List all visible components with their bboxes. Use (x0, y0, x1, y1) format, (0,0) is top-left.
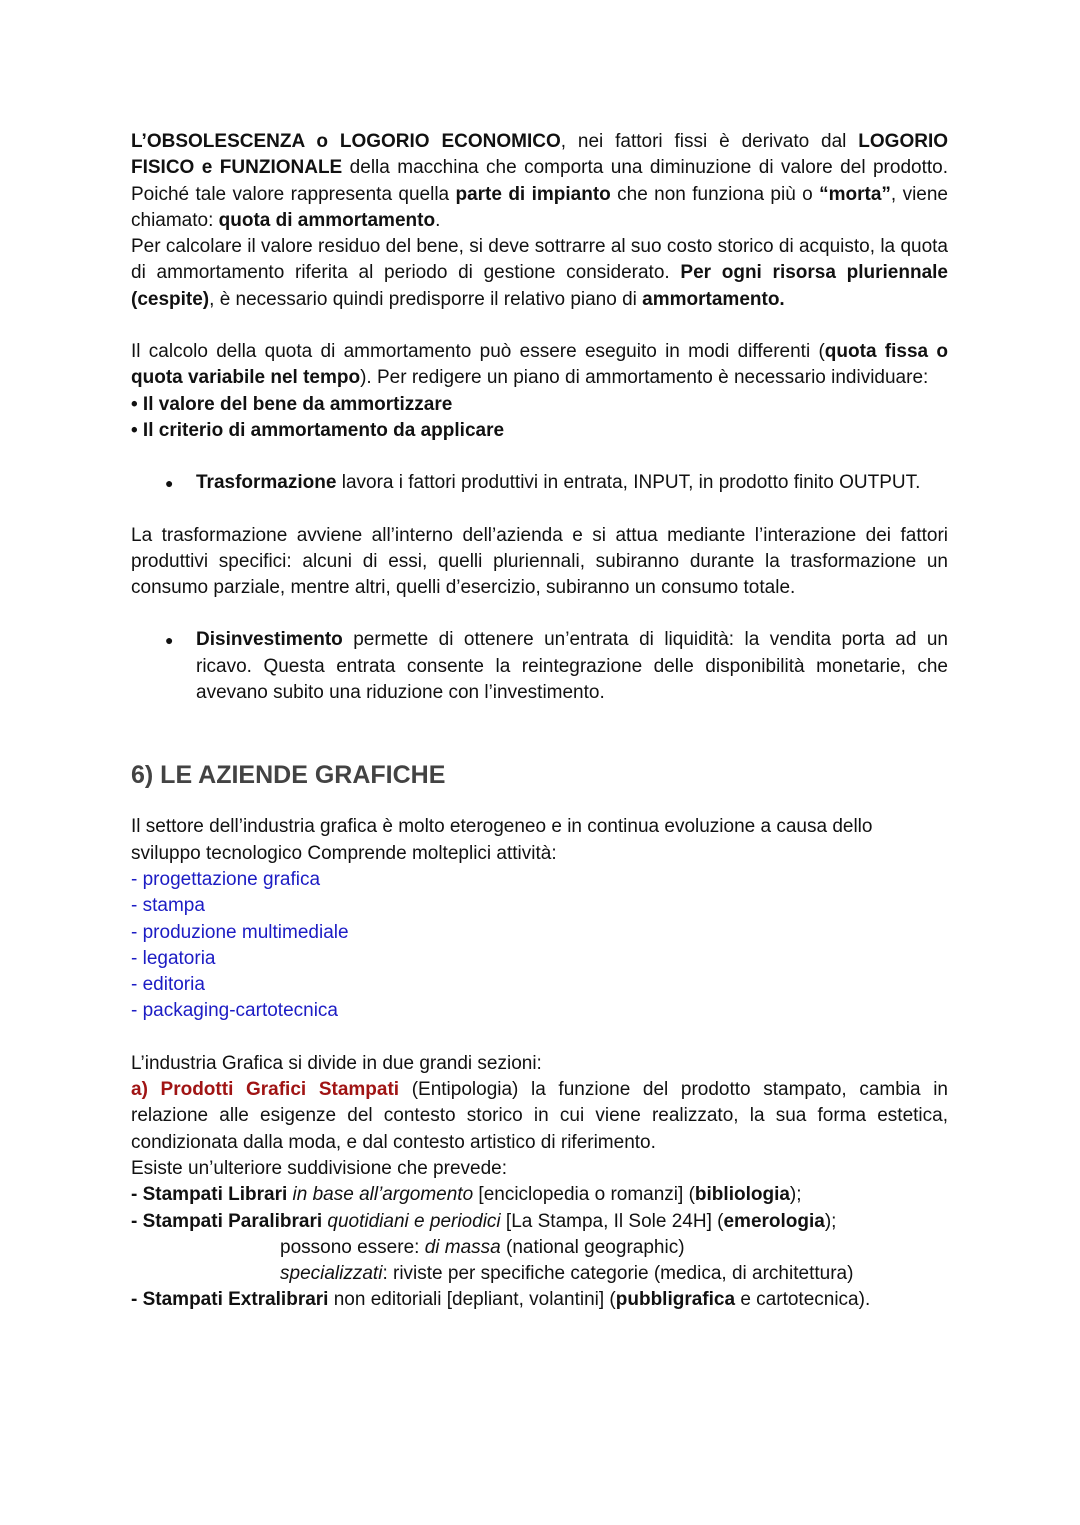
term-trasformazione: Trasformazione (196, 472, 337, 494)
paralibrari-subitem-specializzati: specializzati: riviste per specifiche categorie (medica, di architettura) (280, 1263, 854, 1285)
activity-item: - stampa (131, 895, 205, 917)
paragraph-obsolescenza: L’OBSOLESCENZA o LOGORIO ECONOMICO, nei fattori fissi è derivato dal LOGORIO FISICO e FUNZIONALE della macchina che comporta una diminuzione di valore del prodotto. Poiché tale valore rappresenta quella parte di impianto che non funziona più o “morta”, viene chiamato: quota di ammortamento. (131, 131, 949, 231)
requirement-item: • Il valore del bene da ammortizzare (131, 393, 453, 415)
paragraph-sezioni: L’industria Grafica si divide in due grandi sezioni: (131, 1052, 542, 1074)
term-risorsa-pluriennale: Per ogni risorsa pluriennale (cespite) (131, 262, 949, 310)
spacer (131, 497, 948, 523)
spacer (131, 444, 948, 470)
spacer (131, 1025, 948, 1051)
term-quota-ammortamento: quota di ammortamento (218, 209, 436, 231)
spacer (131, 800, 948, 814)
activity-item: - produzione multimediale (131, 921, 349, 943)
term-morta: “morta” (819, 183, 891, 205)
term-logorio-fisico: LOGORIO FISICO e FUNZIONALE (131, 131, 949, 179)
document-page (131, 129, 948, 1314)
term-parte-impianto: parte di impianto (455, 183, 611, 205)
item-stampati-extralibrari: - Stampati Extralibrari non editoriali [depliant, volantini] (pubbligrafica e cartotecnica). (131, 1289, 871, 1311)
paragraph-valore-residuo: Per calcolare il valore residuo del bene, si deve sottrarre al suo costo storico di acquisto, la quota di ammortamento riferita al periodo di gestione considerato. Per ogni risorsa pluriennale (cespite), è necessario quindi predisporre il relativo piano di ammortamento. (131, 236, 949, 310)
term-disinvestimento: Disinvestimento (196, 629, 343, 651)
bullet-dot-icon: ● (165, 632, 174, 649)
activity-item: - packaging-cartotecnica (131, 1000, 338, 1022)
activity-item: - legatoria (131, 947, 216, 969)
bullet-disinvestimento: ● Disinvestimento permette di ottenere un’entrata di liquidità: la vendita porta ad un ricavo. Questa entrata consente la reintegrazione delle disponibilità monetarie, che avevano subito una riduzione con l’investimento. (165, 629, 948, 704)
activity-item: - progettazione grafica (131, 868, 321, 890)
spacer (131, 313, 948, 339)
paragraph-settore-grafico: Il settore dell’industria grafica è molto eterogeneo e in continua evoluzione a causa dello sviluppo tecnologico Comprende molteplici attività: (131, 816, 873, 864)
term-quota-fissa-variabile: quota fissa o quota variabile nel tempo (131, 341, 949, 389)
paralibrari-subitem-massa: possono essere: di massa (national geographic) (280, 1236, 685, 1258)
term-ammortamento: ammortamento. (642, 288, 785, 310)
spacer (131, 601, 948, 627)
item-stampati-paralibrari: - Stampati Paralibrari quotidiani e periodici [La Stampa, Il Sole 24H] (emerologia); (131, 1210, 837, 1232)
label-prodotti-grafici-stampati: a) Prodotti Grafici Stampati (131, 1079, 400, 1101)
bullet-dot-icon: ● (165, 475, 174, 492)
requirement-item: • Il criterio di ammortamento da applicare (131, 419, 505, 441)
term-obsolescenza: L’OBSOLESCENZA o LOGORIO ECONOMICO (131, 131, 561, 152)
paragraph-suddivisione: Esiste un’ulteriore suddivisione che prevede: (131, 1157, 507, 1179)
paragraph-calcolo-quota: Il calcolo della quota di ammortamento può essere eseguito in modi differenti (quota fissa o quota variabile nel tempo). Per redigere un piano di ammortamento è necessario individuare: (131, 341, 949, 389)
item-stampati-librari: - Stampati Librari in base all’argomento [enciclopedia o romanzi] (bibliologia); (131, 1184, 802, 1206)
spacer (131, 706, 948, 758)
section-heading: 6) LE AZIENDE GRAFICHE (131, 761, 446, 790)
activity-item: - editoria (131, 974, 205, 996)
bullet-trasformazione: ● Trasformazione lavora i fattori produttivi in entrata, INPUT, in prodotto finito OUTPUT. (131, 470, 948, 496)
paragraph-trasformazione-descrizione: La trasformazione avviene all’interno dell’azienda e si attua mediante l’interazione dei fattori produttivi specifici: alcuni di essi, quelli pluriennali, subiranno durante la trasformazione un consumo parziale, mentre altri, quelli d’esercizio, subiranno un consumo totale. (131, 524, 948, 599)
paragraph-prodotti-grafici: a) Prodotti Grafici Stampati (Entipologia) la funzione del prodotto stampato, cambia in relazione alle esigenze del contesto storico in cui viene realizzato, la sua forma estetica, condizionata dalla moda, e dal contesto artistico di riferimento. (131, 1079, 948, 1153)
activities-list (131, 867, 948, 1025)
